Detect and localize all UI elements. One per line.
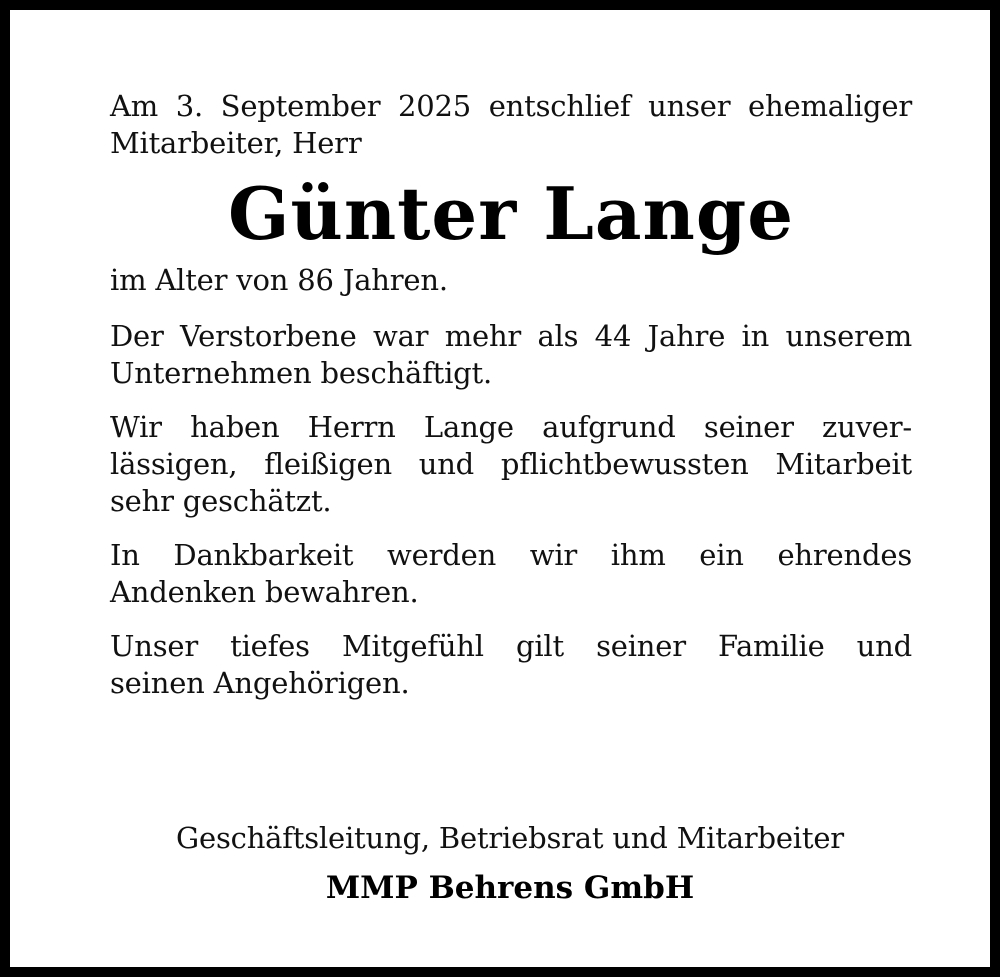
appreciation-paragraph (110, 409, 912, 520)
signature-line: Geschäftsleitung, Betriebsrat und Mitarbeiter (176, 821, 844, 855)
intro-line-1: Am 3. September 2025 entschlief unser ehemaliger (110, 89, 912, 123)
gratitude-line-1: In Dankbarkeit werden wir ihm ein ehrendes (110, 538, 912, 572)
deceased-name: Günter Lange (227, 171, 795, 256)
intro-line-2: Mitarbeiter, Herr (110, 126, 362, 160)
intro-paragraph (110, 88, 912, 162)
appreciation-line-1: Wir haben Herrn Lange aufgrund seiner zuver- (110, 410, 912, 444)
employment-line-1: Der Verstorbene war mehr als 44 Jahre in unserem (110, 319, 912, 353)
gratitude-paragraph (110, 537, 912, 611)
age-paragraph (110, 262, 912, 299)
age-line: im Alter von 86 Jahren. (110, 263, 448, 297)
company-name: MMP Behrens GmbH (325, 870, 695, 906)
employment-paragraph (110, 318, 912, 392)
appreciation-line-2: lässigen, fleißigen und pflichtbewussten Mitarbeit (110, 447, 912, 481)
gratitude-line-2: Andenken bewahren. (110, 575, 419, 609)
employment-line-2: Unternehmen beschäftigt. (110, 356, 492, 390)
sympathy-line-1: Unser tiefes Mitgefühl gilt seiner Familie und (110, 629, 912, 663)
sympathy-paragraph (110, 628, 912, 702)
sympathy-line-2: seinen Angehörigen. (110, 666, 410, 700)
appreciation-line-3: sehr geschätzt. (110, 484, 332, 518)
obituary-text-block (110, 88, 912, 702)
